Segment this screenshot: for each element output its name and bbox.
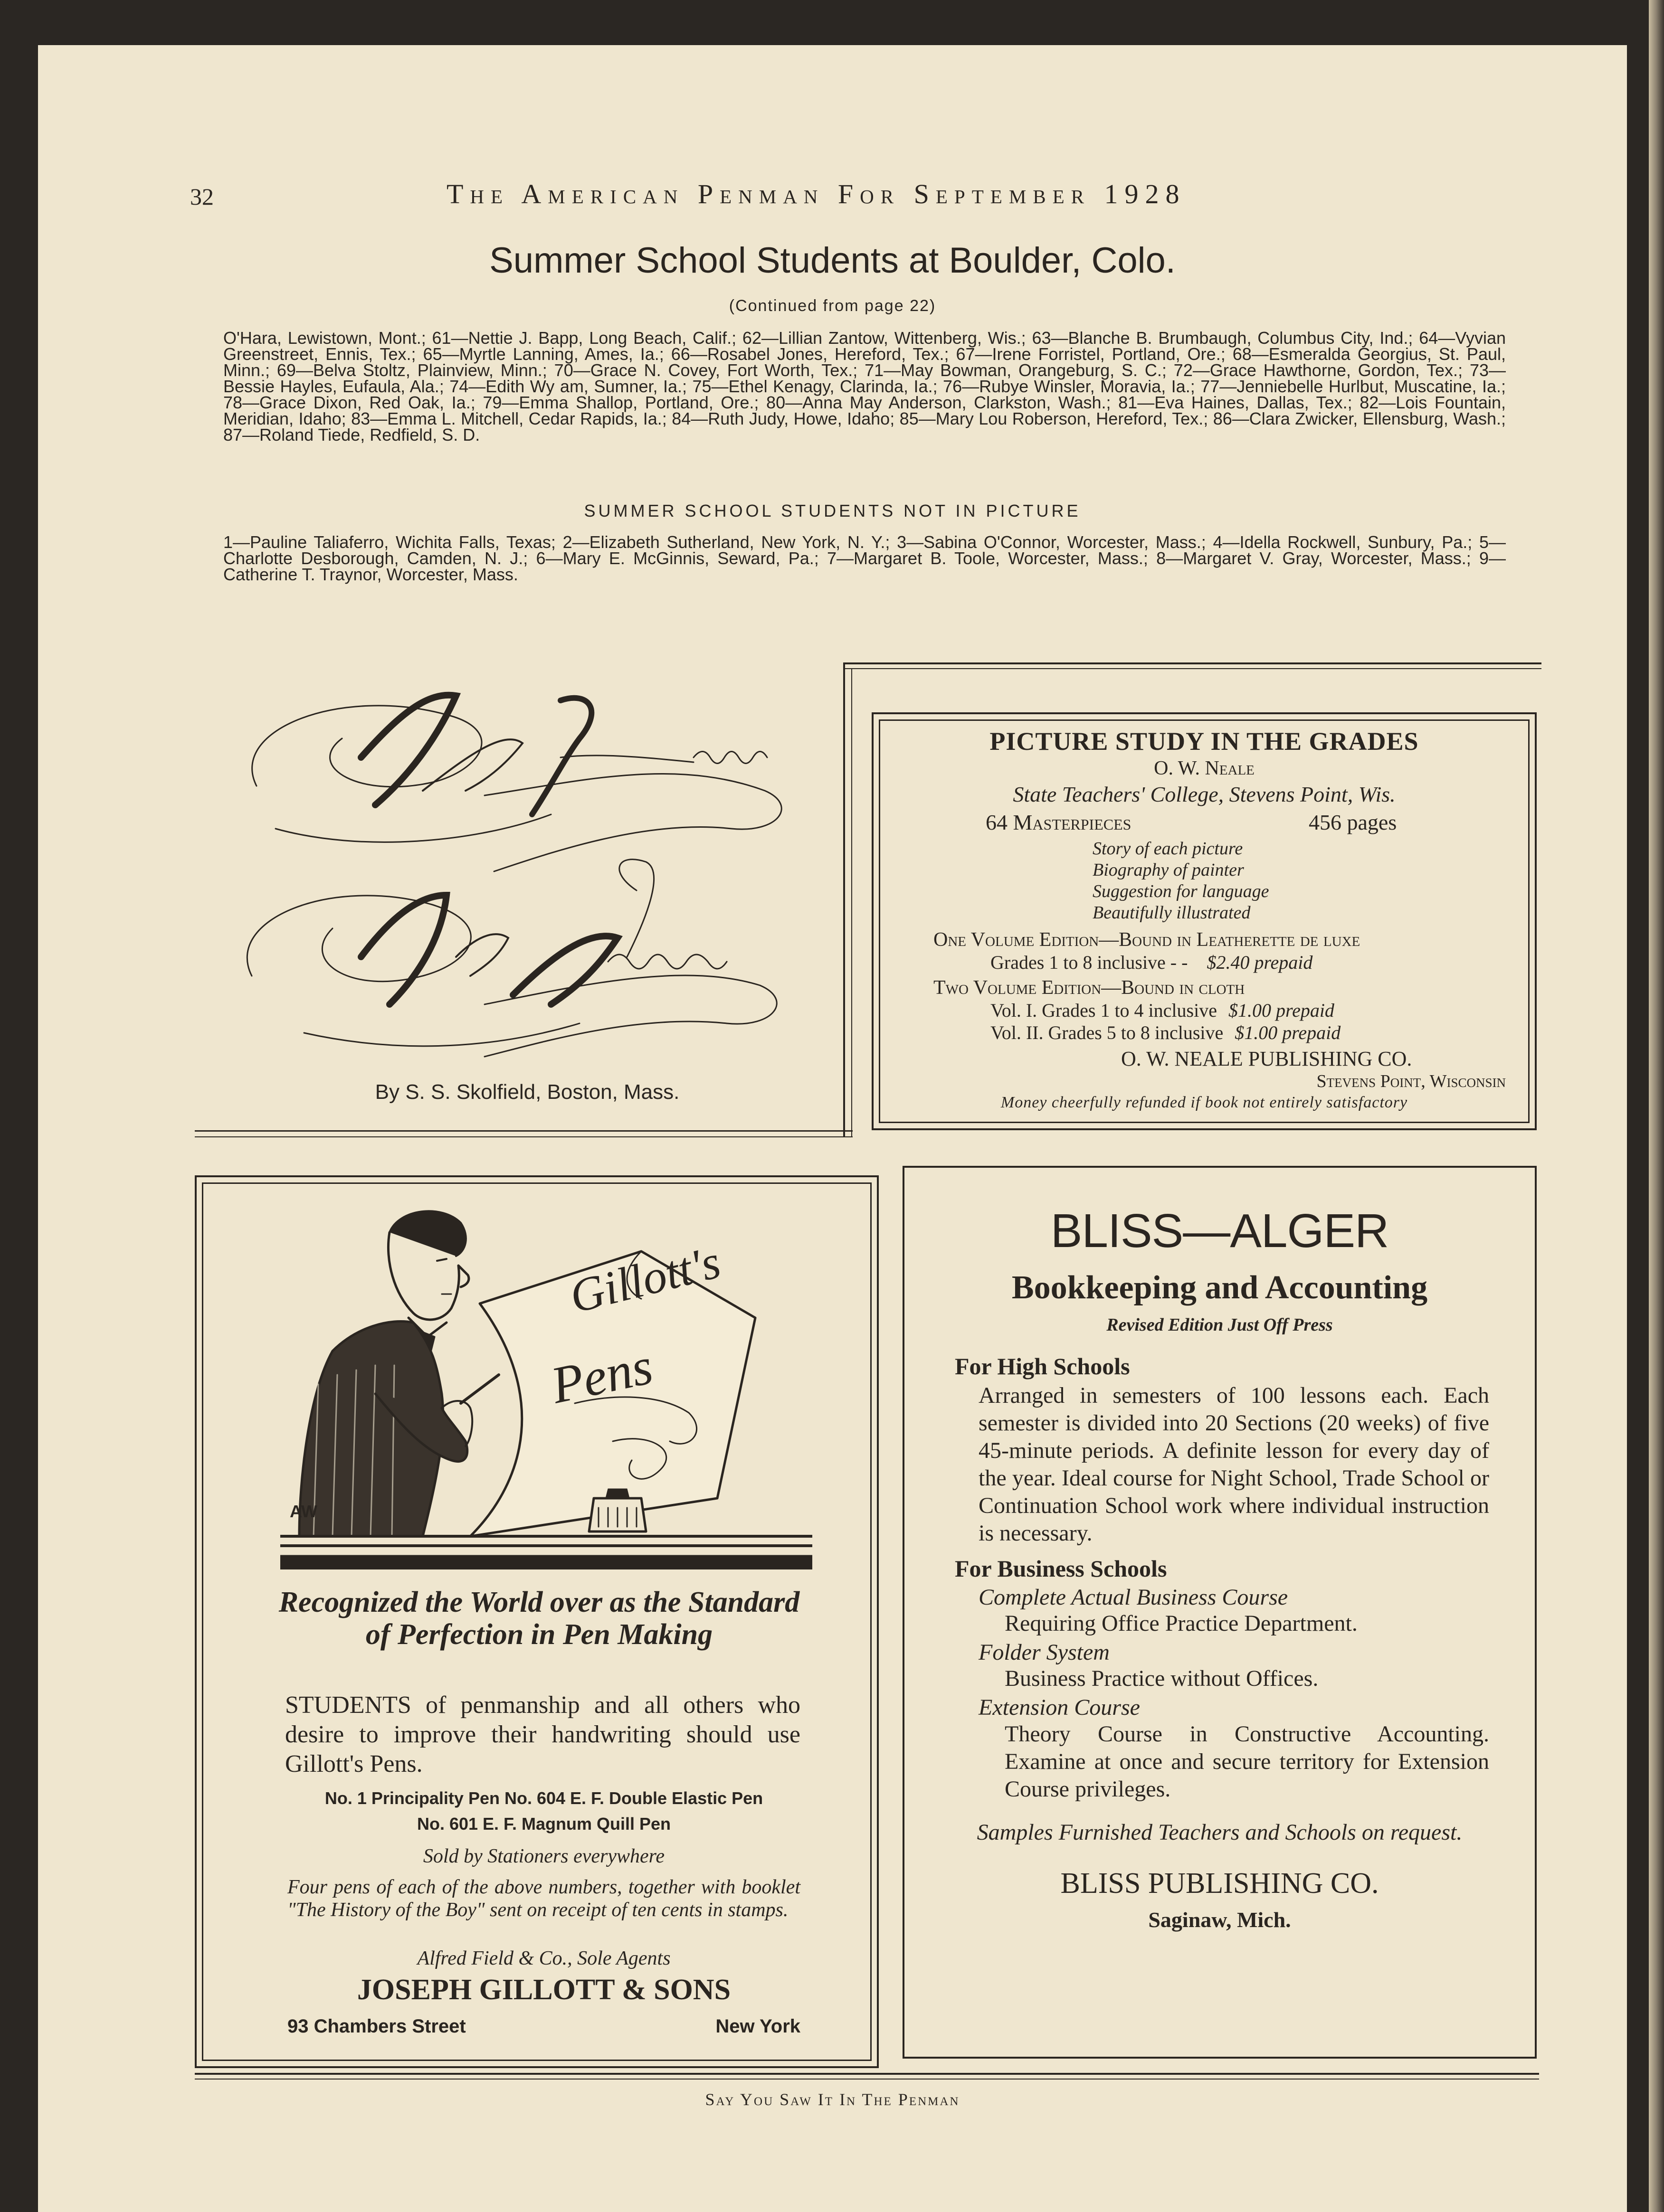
- picture-study-guarantee: Money cheerfully refunded if book not entirely satisfactory: [1000, 1094, 1408, 1111]
- page-count: 456 pages: [1309, 810, 1397, 834]
- article-title: Summer School Students at Boulder, Colo.: [489, 240, 1176, 281]
- penmanship-signatures-illustration: [219, 672, 836, 1085]
- bliss-high-schools-text: Arranged in semesters of 100 lessons each. Each semester is divided into 20 Sections (20 weeks) of five 45-minute periods. A definite lesson for every day of the year. Ideal course for Night School, Trade School or Continuation School work where individual instruction is necessary.: [979, 1383, 1489, 1546]
- picture-study-specs: [888, 810, 1520, 838]
- bliss-edition: Revised Edition Just Off Press: [1106, 1315, 1333, 1335]
- gillott-company: JOSEPH GILLOTT & SONS: [357, 1974, 731, 2006]
- gillott-address: [287, 2016, 800, 2037]
- gillott-street: 93 Chambers Street: [287, 2016, 466, 2037]
- vol1-grades: Vol. I. Grades 1 to 4 inclusive: [990, 1000, 1217, 1021]
- pen-line-2: No. 601 E. F. Magnum Quill Pen: [417, 1814, 671, 1834]
- gillott-headline: Recognized the World over as the Standard of Perfection in Pen Making: [278, 1586, 800, 1651]
- gillott-city: New York: [715, 2016, 800, 2037]
- man-writing-illustration: [280, 1194, 812, 1569]
- picture-study-publisher: O. W. NEALE PUBLISHING CO.: [1121, 1047, 1412, 1070]
- student-names-paragraph: O'Hara, Lewistown, Mont.; 61—Nettie J. Bapp, Long Beach, Calif.; 62—Lillian Zantow, Wittenberg, Wis.; 63—Blanche B. Brumbaugh, Columbus City, Ind.; 64—Vyvian Greenstreet, Ennis, Tex.; 65—Myrtle Lanning, Ames, Ia.; 66—Rosabel Jones, Hereford, Tex.; 67—Irene Forristel, Portland, Ore.; 68—Esmeralda Georgius, St. Paul, Minn.; 69—Belva Stoltz, Plainview, Minn.; 70—Grace N. Covey, Fort Worth, Tex.; 71—May Bowman, Orangeburg, S. C.; 72—Grace Hawthorne, Gordon, Tex.; 73—Bessie Hayles, Eufaula, Ala.; 74—Edith Wy am, Sumner, Ia.; 75—Ethel Kenagy, Clarinda, Ia.; 76—Rubye Winsler, Moravia, Ia.; 77—Jenniebelle Hurlbut, Muscatine, Ia.; 78—Grace Dixon, Red Oak, Ia.; 79—Emma Shallop, Portland, Ore.; 80—Anna May Anderson, Clarkston, Wash.; 81—Eva Haines, Dallas, Tex.; 82—Lois Fountain, Meridian, Idaho; 83—Emma L. Mitchell, Cedar Rapids, Ia.; 84—Ruth Judy, Howe, Idaho; 85—Mary Lou Roberson, Hereford, Tex.; 86—Clara Zwicker, Ellensburg, Wash.; 87—Roland Tiede, Redfield, S. D.: [223, 328, 1506, 444]
- bottom-rule-thin: [195, 2079, 1539, 2080]
- bliss-samples: Samples Furnished Teachers and Schools on request.: [977, 1820, 1463, 1845]
- vol2-line: [990, 1021, 1520, 1044]
- one-volume-price: $2.40 prepaid: [1207, 952, 1313, 973]
- one-volume-edition: One Volume Edition—Bound in Leatherette de luxe: [933, 929, 1360, 951]
- artist-mark: AW: [290, 1502, 317, 1521]
- not-in-picture-paragraph: 1—Pauline Taliaferro, Wichita Falls, Texas; 2—Elizabeth Sutherland, New York, N. Y.; 3—Sabina O'Connor, Worcester, Mass.; 4—Idella Rockwell, Sunbury, Pa.; 5—Charlotte Desborough, Camden, N. J.; 6—Mary E. McGinnis, Seward, Pa.; 7—Margaret B. Toole, Worcester, Mass.; 8—Margaret V. Gray, Worcester, Mass.; 9—Catherine T. Traynor, Worcester, Mass.: [223, 532, 1506, 584]
- two-volume-edition: Two Volume Edition—Bound in cloth: [933, 977, 1245, 999]
- picture-study-ad: [888, 727, 1520, 1112]
- footer-slogan: Say You Saw It In The Penman: [705, 2090, 960, 2109]
- top-rule-right-thin: [843, 668, 1541, 669]
- top-rule-right: [843, 662, 1541, 664]
- bottom-rule-left-thin: [195, 1136, 853, 1137]
- picture-study-author: O. W. Neale: [1154, 757, 1255, 779]
- bottom-rule-left: [195, 1130, 853, 1132]
- illustration-pens-text: Pens: [546, 1336, 658, 1415]
- pen-line-1: No. 1 Principality Pen No. 604 E. F. Double Elastic Pen: [324, 1788, 763, 1808]
- vol1-price: $1.00 prepaid: [1228, 1000, 1334, 1021]
- bliss-course-1-text: Requiring Office Practice Department.: [1005, 1611, 1358, 1636]
- bliss-ad: [917, 1204, 1522, 1932]
- bliss-subtitle: Bookkeeping and Accounting: [1011, 1269, 1428, 1306]
- magazine-page: [38, 45, 1627, 2212]
- bliss-location: Saginaw, Mich.: [1148, 1908, 1291, 1932]
- bliss-course-3-text: Theory Course in Constructive Accounting. Examine at once and secure territory for Extension Course privileges.: [1005, 1721, 1489, 1802]
- gillott-stationers: Sold by Stationers everywhere: [423, 1845, 665, 1867]
- bliss-business-schools: For Business Schools: [955, 1555, 1167, 1582]
- vol2-grades: Vol. II. Grades 5 to 8 inclusive: [990, 1022, 1224, 1043]
- penmanship-credit: By S. S. Skolfield, Boston, Mass.: [375, 1080, 680, 1104]
- feature-item: Suggestion for language: [1093, 881, 1269, 901]
- picture-study-title: PICTURE STUDY IN THE GRADES: [989, 727, 1419, 756]
- page-number: 32: [190, 183, 214, 210]
- bliss-course-3: Extension Course: [979, 1695, 1140, 1720]
- bliss-course-1: Complete Actual Business Course: [979, 1585, 1288, 1610]
- one-volume-grades-line: [990, 951, 1520, 974]
- feature-item: Beautifully illustrated: [1093, 903, 1251, 923]
- bliss-title: BLISS—ALGER: [1050, 1204, 1389, 1257]
- illustration-gillotts-text: Gillott's: [564, 1235, 726, 1323]
- one-volume-grades: Grades 1 to 8 inclusive - -: [990, 952, 1188, 973]
- vol1-line: [990, 999, 1520, 1021]
- bliss-course-2: Folder System: [979, 1640, 1110, 1665]
- vertical-rule: [843, 662, 845, 1137]
- page-header: [190, 178, 1311, 221]
- picture-study-features: [1093, 838, 1520, 924]
- gillott-body: STUDENTS of penmanship and all others who desire to improve their handwriting should use Gillott's Pens.: [285, 1692, 800, 1777]
- gillott-offer: Four pens of each of the above numbers, together with booklet "The History of the Boy" sent on receipt of ten cents in stamps.: [287, 1876, 800, 1921]
- bottom-rule: [195, 2073, 1539, 2075]
- not-in-picture-heading: SUMMER SCHOOL STUDENTS NOT IN PICTURE: [584, 501, 1081, 520]
- picture-study-location: Stevens Point, Wisconsin: [1316, 1071, 1506, 1091]
- bliss-publisher: BLISS PUBLISHING CO.: [1060, 1867, 1379, 1900]
- bliss-course-2-text: Business Practice without Offices.: [1005, 1666, 1319, 1691]
- continued-note: (Continued from page 22): [729, 297, 936, 315]
- feature-item: Biography of painter: [1093, 860, 1244, 880]
- gillott-pen-list: [280, 1786, 808, 1837]
- picture-study-college: State Teachers' College, Stevens Point, Wis.: [1013, 782, 1396, 806]
- vertical-rule-thin: [851, 668, 852, 1137]
- masterpieces-count: 64 Masterpieces: [986, 810, 1132, 834]
- vol2-price: $1.00 prepaid: [1235, 1022, 1341, 1043]
- bliss-high-schools: For High Schools: [955, 1353, 1130, 1380]
- book-spine-edge: [1649, 0, 1664, 2212]
- feature-item: Story of each picture: [1093, 839, 1243, 859]
- running-head: The American Penman For September 1928: [447, 179, 1186, 209]
- gillott-agents: Alfred Field & Co., Sole Agents: [417, 1947, 671, 1969]
